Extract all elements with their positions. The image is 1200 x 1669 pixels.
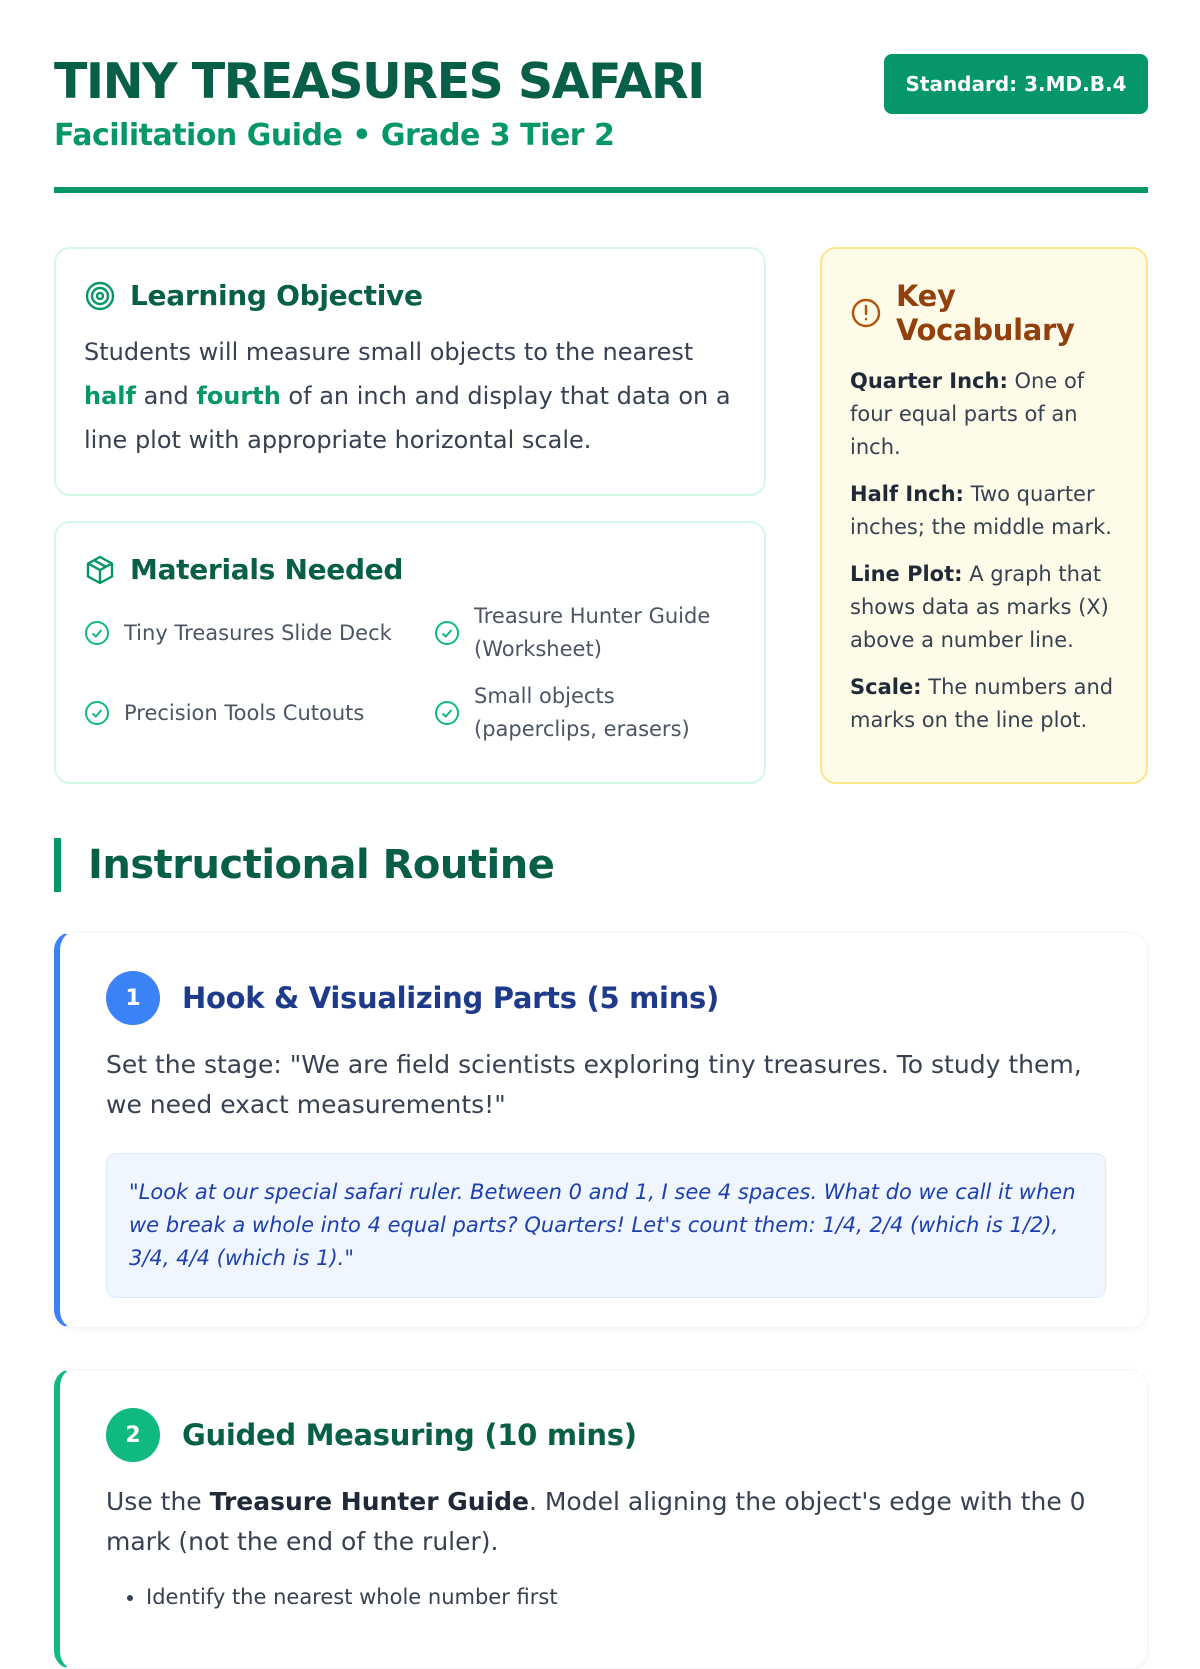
vocabulary-term: Line Plot: — [850, 562, 963, 586]
learning-objective-card — [54, 247, 766, 496]
key-vocabulary-card — [820, 247, 1148, 784]
step-title: Hook & Visualizing Parts (5 mins) — [182, 981, 719, 1015]
key-vocabulary-title: Key Vocabulary — [896, 279, 1075, 347]
objective-text-part: of an inch and display that data on a line plot with appropriate horizontal scale. — [84, 382, 731, 454]
material-label: Tiny Treasures Slide Deck — [124, 620, 392, 645]
check-circle-icon — [84, 620, 110, 646]
vocabulary-definition: A graph that shows data as marks (X) above a number line. — [850, 562, 1109, 652]
learning-objective-title: Learning Objective — [130, 279, 423, 312]
highlight-fourth: fourth — [196, 382, 281, 410]
step-header — [106, 971, 1101, 1025]
list-item — [84, 600, 414, 666]
materials-title: Materials Needed — [130, 553, 404, 586]
material-label: Precision Tools Cutouts — [124, 700, 365, 725]
vocabulary-definition: One of four equal parts of an inch. — [850, 369, 1085, 459]
check-circle-icon — [84, 700, 110, 726]
materials-card — [54, 521, 766, 784]
step-header — [106, 1408, 1101, 1462]
standard-badge: Standard: 3.MD.B.4 — [884, 54, 1148, 114]
list-item — [84, 680, 414, 746]
vocabulary-term: Quarter Inch: — [850, 369, 1008, 393]
step-title: Guided Measuring (10 mins) — [182, 1418, 637, 1452]
vocabulary-item — [850, 671, 1118, 737]
step-bullet-list — [106, 1580, 1101, 1614]
header — [54, 50, 1148, 158]
list-item: • Identify the nearest whole number first — [146, 1580, 1101, 1614]
step-number-badge: 2 — [106, 1408, 160, 1462]
teacher-script-quote: "Look at our special safari ruler. Between 0 and 1, I see 4 spaces. What do we call it when we break a whole into 4 equal parts? Quarters! Let's count them: 1/4, 2/4 (which is 1/2), 3/4, 4/4 (which is 1)." — [106, 1153, 1106, 1298]
check-circle-icon — [434, 700, 460, 726]
step-card-1 — [54, 932, 1148, 1328]
vocabulary-definition: The numbers and marks on the line plot. — [850, 675, 1114, 732]
learning-objective-text — [84, 330, 736, 462]
target-icon — [84, 280, 116, 312]
objective-text-part: Students will measure small objects to the nearest — [84, 338, 694, 366]
highlight-half: half — [84, 382, 136, 410]
worksheet-name: Treasure Hunter Guide — [209, 1487, 529, 1516]
page-title: TINY TREASURES SAFARI — [54, 53, 704, 110]
objective-text-part: and — [135, 382, 197, 410]
check-circle-icon — [434, 620, 460, 646]
package-icon — [84, 554, 116, 586]
vocabulary-term: Scale: — [850, 675, 922, 699]
page-subtitle: Facilitation Guide • Grade 3 Tier 2 — [54, 118, 615, 153]
learning-objective-heading — [84, 279, 736, 312]
material-label: Treasure Hunter Guide (Worksheet) — [474, 604, 711, 661]
vocabulary-list — [850, 365, 1118, 737]
step-description: Set the stage: "We are field scientists exploring tiny treasures. To study them, we need exact measurements!" — [106, 1050, 1082, 1119]
material-label: Small objects (paperclips, erasers) — [474, 684, 690, 741]
section-accent-bar — [54, 838, 61, 892]
list-item — [434, 680, 744, 746]
header-divider — [54, 187, 1148, 193]
alert-circle-icon — [850, 297, 882, 329]
materials-heading — [84, 553, 736, 586]
vocabulary-item — [850, 365, 1118, 464]
list-item — [434, 600, 744, 666]
materials-list — [84, 600, 736, 746]
step-number-badge: 1 — [106, 971, 160, 1025]
section-title: Instructional Routine — [88, 842, 555, 888]
step-text-part: . Model aligning the object's edge with the 0 mark (not the end of the ruler). — [106, 1487, 1086, 1556]
step-text-part: Use the — [106, 1487, 210, 1516]
vocabulary-item — [850, 558, 1118, 657]
step-card-2 — [54, 1369, 1148, 1669]
vocabulary-definition: Two quarter inches; the middle mark. — [850, 482, 1112, 539]
key-vocabulary-heading — [850, 279, 1118, 347]
vocabulary-item — [850, 478, 1118, 544]
step-description — [106, 1482, 1101, 1562]
vocabulary-term: Half Inch: — [850, 482, 964, 506]
